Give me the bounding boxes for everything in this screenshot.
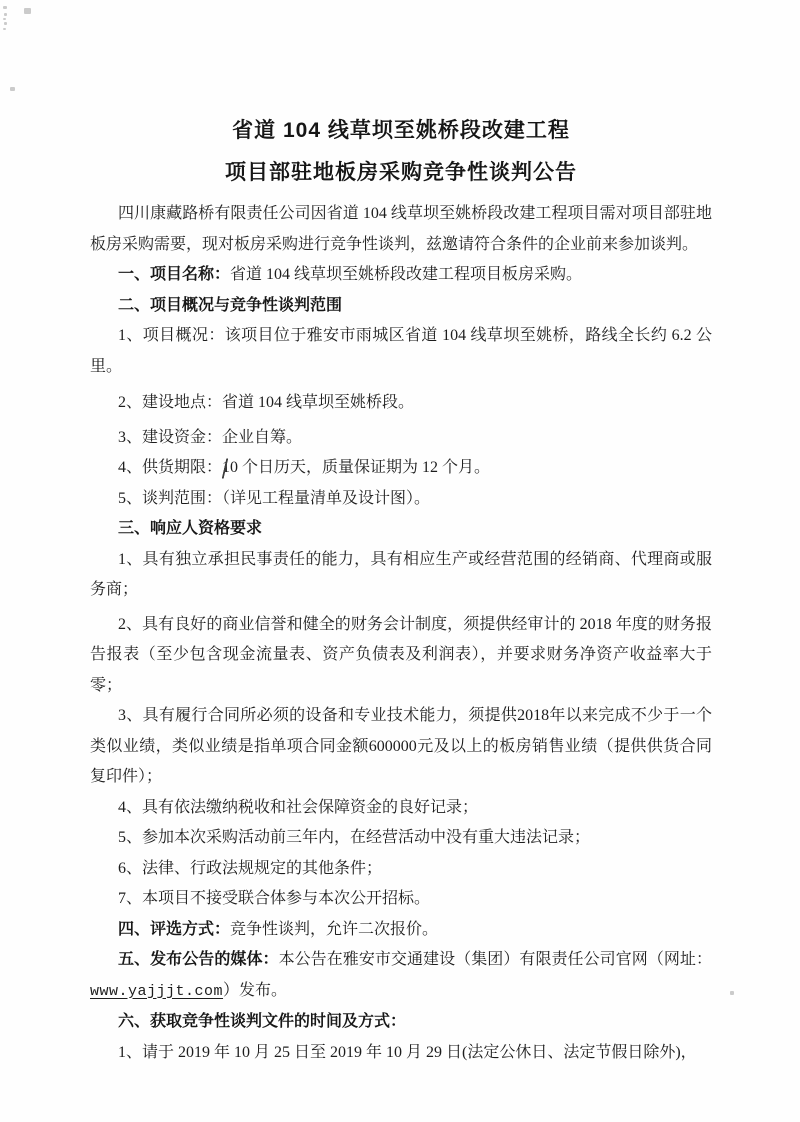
text-segment: 本公告在雅安市交通建设（集团）有限责任公司官网（网址：: [278, 951, 712, 968]
qualification-item-5: [90, 823, 712, 854]
section-heading: 一、项目名称：: [118, 266, 231, 283]
section-6-heading: [90, 1007, 712, 1038]
qualification-item-2: [90, 610, 712, 702]
section-4-selection-method: [90, 915, 712, 946]
item-project-overview: [90, 321, 712, 382]
text-segment: 10 个日历天，质量保证期为 12 个月。: [222, 459, 491, 476]
text-segment: 7、本项目不接受联合体参与本次公开招标。: [118, 890, 431, 907]
section-heading: 三、响应人资格要求: [118, 520, 263, 537]
scan-artifact: [4, 13, 7, 16]
text-segment: ）发布。: [223, 981, 288, 999]
qualification-item-3: [90, 701, 712, 793]
text-segment: 4、供货期限：: [118, 459, 223, 476]
section-heading: 六、获取竞争性谈判文件的时间及方式：: [118, 1013, 407, 1030]
text-segment: 5、参加本次采购活动前三年内，在经营活动中没有重大违法记录；: [118, 829, 591, 846]
text-segment: 2、建设地点：省道 104 线草坝至姚桥段。: [118, 394, 415, 411]
intro-paragraph: [90, 199, 712, 260]
website-url: www.yajjjt.com: [90, 982, 224, 1000]
item-supply-period: [90, 453, 712, 484]
scan-artifact: [3, 28, 6, 30]
text-segment: 3、具有履行合同所必须的设备和专业技术能力，须提供2018年以来完成不少于一个类似业绩，类似业绩是指单项合同金额600000元及以上的板房销售业绩（提供供货合同复印件）；: [90, 707, 712, 785]
section-2-heading: [90, 291, 712, 322]
document-body: [90, 0, 712, 1068]
item-negotiation-scope: [90, 484, 712, 515]
section-5-announcement-media: [90, 945, 712, 1007]
document-title-line1: 省道 104 线草坝至姚桥段改建工程: [232, 119, 570, 142]
document-acquisition-time: [90, 1038, 712, 1069]
qualification-item-7: [90, 884, 712, 915]
text-segment: 5、谈判范围：（详见工程量清单及设计图）。: [118, 489, 431, 507]
document-title-line2: 项目部驻地板房采购竞争性谈判公告: [225, 161, 577, 184]
item-construction-site: [90, 388, 712, 419]
scan-artifact: [730, 991, 734, 995]
scan-artifact: [10, 87, 15, 91]
text-segment: 1、请于 2019 年 10 月 25 日至 2019 年 10 月 29 日(法定公休日、法定节假日除外)，: [118, 1043, 697, 1061]
text-segment: 四川康藏路桥有限责任公司因省道 104 线草坝至姚桥段改建工程项目需对项目部驻地板房采购需要，现对板房采购进行竞争性谈判，兹邀请符合条件的企业前来参加谈判。: [90, 205, 712, 253]
scan-artifact: [3, 18, 6, 20]
section-heading: 二、项目概况与竞争性谈判范围: [118, 296, 343, 314]
section-heading: 四、评选方式：: [118, 920, 231, 938]
scan-artifact: [3, 6, 7, 9]
section-heading: 五、发布公告的媒体：: [118, 951, 279, 968]
text-segment: 2、具有良好的商业信誉和健全的财务会计制度，须提供经审计的 2018 年度的财务报告报表（至少包含现金流量表、资产负债表及利润表），并要求财务净资产收益率大于零；: [90, 615, 712, 694]
scan-artifact: [24, 8, 31, 14]
scan-artifact: [4, 22, 7, 25]
text-segment: 1、具有独立承担民事责任的能力，具有相应生产或经营范围的经销商、代理商或服务商；: [90, 550, 712, 598]
qualification-item-4: [90, 793, 712, 824]
section-3-heading: [90, 514, 712, 545]
text-segment: 省道 104 线草坝至姚桥段改建工程项目板房采购。: [230, 266, 583, 283]
qualification-item-1: [90, 545, 712, 606]
text-segment: 竞争性谈判，允许二次报价。: [230, 920, 439, 938]
qualification-item-6: [90, 854, 712, 885]
text-segment: 4、具有依法缴纳税收和社会保障资金的良好记录；: [118, 798, 479, 816]
text-segment: 1、项目概况：该项目位于雅安市雨城区省道 104 线草坝至姚桥，路线全长约 6.2 公里。: [90, 327, 712, 375]
text-segment: 3、建设资金：企业自筹。: [118, 428, 303, 446]
section-1-project-name: [90, 260, 712, 291]
text-segment: 6、法律、行政法规规定的其他条件；: [118, 859, 383, 877]
item-construction-funds: [90, 423, 712, 454]
